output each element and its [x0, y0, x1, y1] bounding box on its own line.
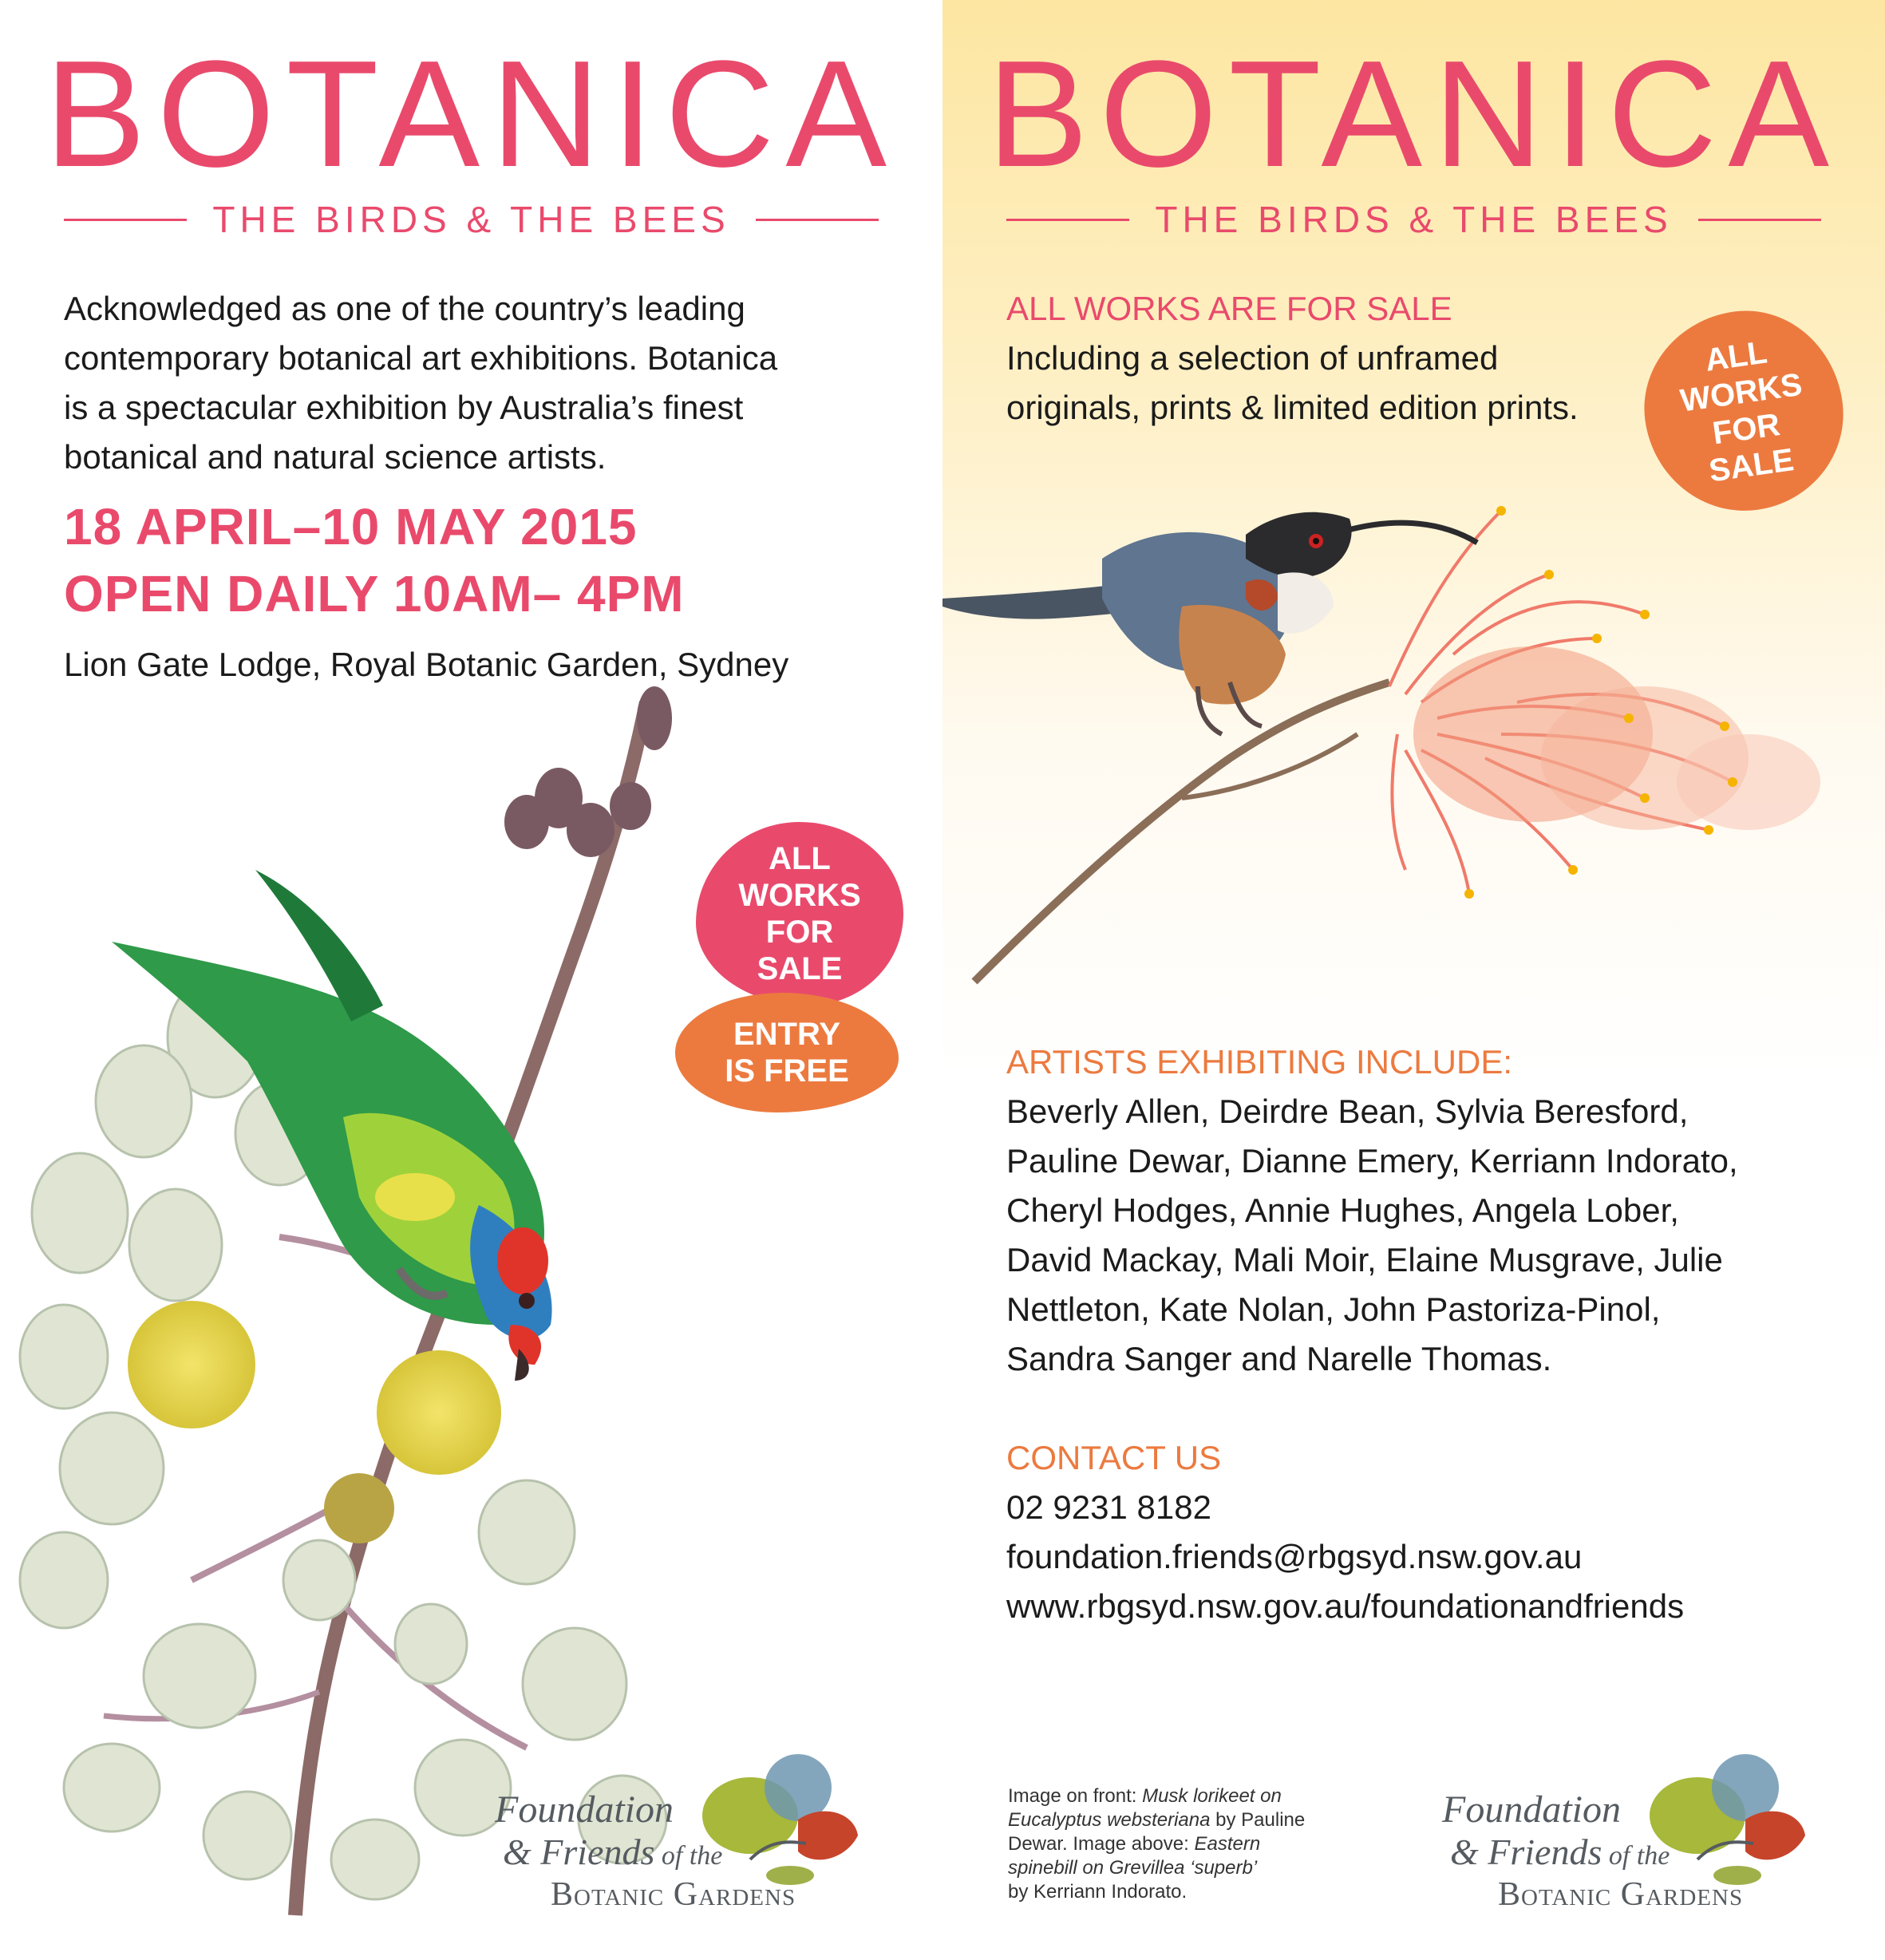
artists-line: Beverly Allen, Deirdre Bean, Sylvia Beresford, — [1006, 1093, 1689, 1130]
artists-line: Cheryl Hodges, Annie Hughes, Angela Lober, — [1006, 1191, 1679, 1229]
artists-line: Sandra Sanger and Narelle Thomas. — [1006, 1340, 1552, 1377]
logo-of-the: of the — [654, 1841, 723, 1871]
back-subtitle-row — [1006, 200, 1821, 239]
credit-text: by Kerriann Indorato. — [1008, 1881, 1188, 1903]
sale-badge — [1632, 298, 1855, 524]
badge-line: ALL — [1702, 334, 1769, 378]
contact-website[interactable]: www.rbgsyd.nsw.gov.au/foundationandfriends — [1006, 1587, 1685, 1625]
badge-line: FOR — [765, 915, 834, 950]
front-intro — [64, 284, 777, 482]
logo-of-the: of the — [1602, 1841, 1670, 1871]
logo-line-2 — [1450, 1831, 1670, 1873]
intro-line: contemporary botanical art exhibitions. Botanica — [64, 339, 778, 377]
contact-email[interactable]: foundation.friends@rbgsyd.nsw.gov.au — [1006, 1538, 1583, 1575]
back-subtitle: THE BIRDS & THE BEES — [1155, 199, 1673, 240]
subtitle-rule-right — [1698, 219, 1821, 221]
venue: Lion Gate Lodge, Royal Botanic Garden, Sydney — [64, 646, 789, 683]
badge-line: ALL — [769, 841, 831, 876]
credit-italic: Eastern — [1194, 1833, 1261, 1855]
badge-line: IS FREE — [725, 1053, 849, 1089]
sale-line: Including a selection of unframed — [1006, 339, 1499, 377]
badge-line: SALE — [757, 951, 843, 986]
badge-line: ENTRY — [733, 1017, 841, 1052]
foundation-logo — [1442, 1748, 1873, 1931]
image-credits — [1008, 1784, 1305, 1904]
exhibition-dates: 18 APRIL–10 MAY 2015 — [64, 498, 638, 555]
logo-friends: & Friends — [1450, 1832, 1602, 1872]
foundation-logo-mark — [1650, 1748, 1809, 1891]
contact-details — [1006, 1483, 1684, 1631]
credit-text: by Pauline — [1210, 1809, 1306, 1831]
logo-line-1: Foundation — [495, 1788, 674, 1831]
credit-italic: spinebill on Grevillea ‘superb’ — [1008, 1857, 1258, 1879]
subtitle-rule-right — [756, 219, 879, 221]
logo-line-2 — [503, 1831, 722, 1873]
eastern-spinebill-illustration — [942, 495, 1885, 990]
badge-line: WORKS — [738, 878, 861, 913]
credit-italic: Eucalyptus websteriana — [1008, 1809, 1211, 1831]
credit-text: Dewar. Image above: — [1008, 1833, 1195, 1855]
sale-heading: ALL WORKS ARE FOR SALE — [1006, 290, 1452, 327]
logo-line-1: Foundation — [1442, 1788, 1621, 1831]
intro-line: Acknowledged as one of the country’s leading — [64, 290, 745, 327]
logo-line-3: Botanic Gardens — [551, 1876, 796, 1913]
opening-hours: OPEN DAILY 10AM– 4PM — [64, 565, 685, 622]
sale-line: originals, prints & limited edition prints. — [1006, 389, 1579, 426]
front-subtitle-row — [64, 200, 879, 239]
artists-line: Pauline Dewar, Dianne Emery, Kerriann Indorato, — [1006, 1142, 1738, 1180]
front-subtitle: THE BIRDS & THE BEES — [212, 199, 730, 240]
intro-line: botanical and natural science artists. — [64, 438, 607, 476]
back-title: BOTANICA — [986, 30, 1841, 199]
foundation-logo-mark — [702, 1748, 862, 1891]
artists-list — [1006, 1087, 1738, 1384]
badge-line: WORKS — [1678, 366, 1804, 419]
front-panel — [0, 0, 942, 1960]
badge-line: SALE — [1706, 442, 1796, 489]
logo-line-3: Botanic Gardens — [1498, 1876, 1744, 1913]
sale-badge — [696, 822, 903, 1006]
credit-italic: Musk lorikeet on — [1142, 1785, 1282, 1807]
subtitle-rule-left — [64, 219, 187, 221]
logo-friends: & Friends — [503, 1832, 655, 1872]
credit-text: Image on front: — [1008, 1785, 1143, 1807]
foundation-logo — [495, 1748, 926, 1931]
front-title: BOTANICA — [44, 30, 899, 199]
front-dates-block — [64, 493, 685, 627]
contact-heading: CONTACT US — [1006, 1439, 1222, 1476]
artists-heading: ARTISTS EXHIBITING INCLUDE: — [1006, 1043, 1512, 1081]
back-panel — [942, 0, 1885, 1960]
artists-line: David Mackay, Mali Moir, Elaine Musgrave, Julie — [1006, 1241, 1723, 1278]
artists-line: Nettleton, Kate Nolan, John Pastoriza-Pinol, — [1006, 1290, 1661, 1328]
intro-line: is a spectacular exhibition by Australia’s finest — [64, 389, 744, 426]
contact-phone[interactable]: 02 9231 8182 — [1006, 1488, 1211, 1526]
sale-description — [1006, 334, 1579, 433]
subtitle-rule-left — [1006, 219, 1129, 221]
badge-line: FOR — [1710, 407, 1783, 452]
